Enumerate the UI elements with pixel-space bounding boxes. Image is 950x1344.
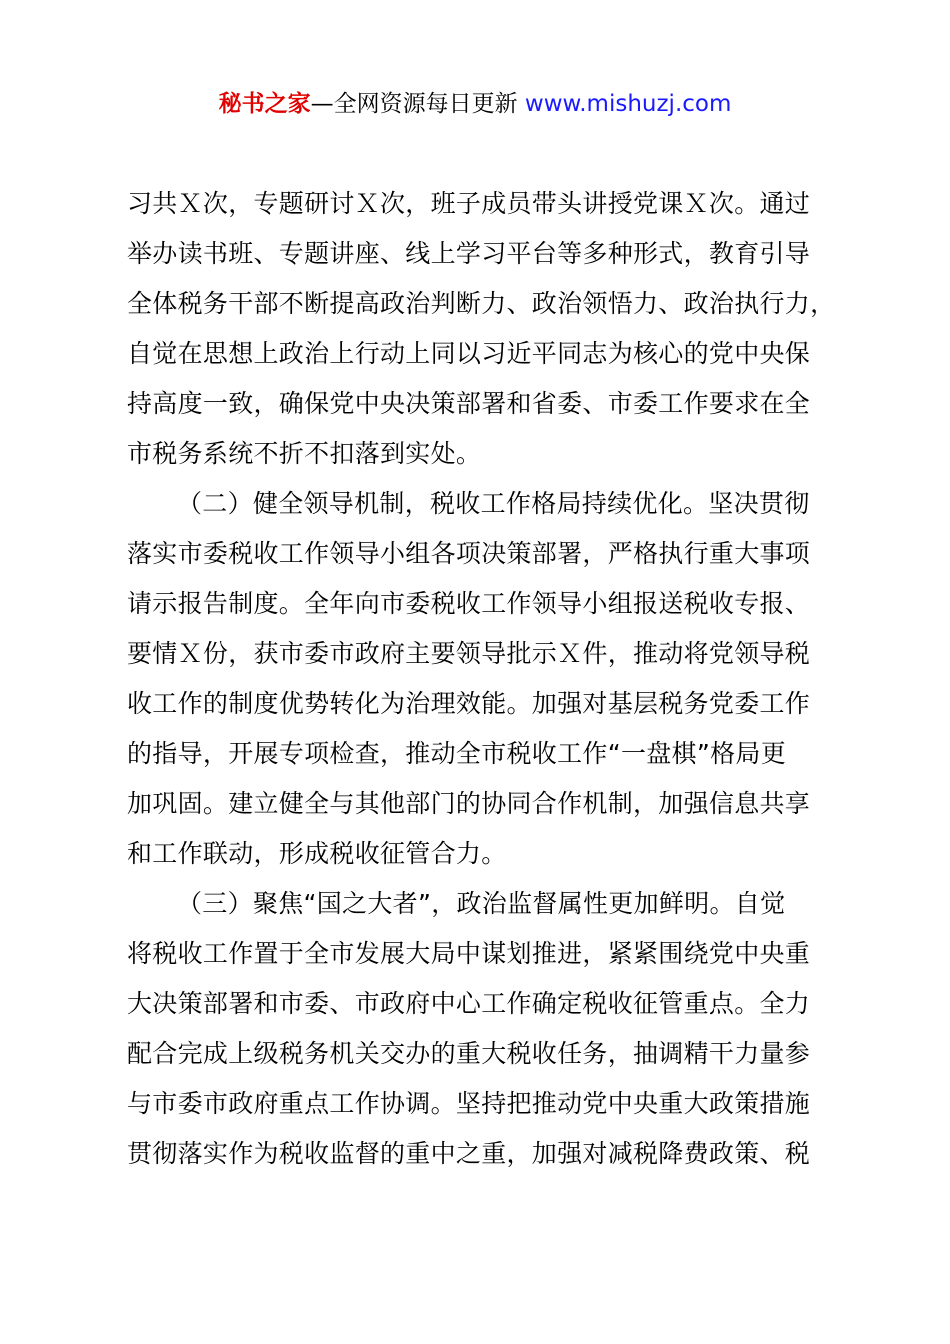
text-line: 和工作联动，形成税收征管合力。 (127, 839, 507, 868)
text-line: 配合完成上级税务机关交办的重大税收任务，抽调精干力量参 (127, 1039, 811, 1068)
document-body (127, 179, 839, 1179)
section-heading-line: （二）健全领导机制，税收工作格局持续优化。坚决贯彻 (177, 489, 810, 518)
text-line: 请示报告制度。全年向市委税收工作领导小组报送税收专报、 (127, 589, 811, 618)
page-header (0, 86, 950, 122)
text-line: 习共Ｘ次，专题研讨Ｘ次，班子成员带头讲授党课Ｘ次。通过 (127, 189, 811, 218)
text-line: 收工作的制度优势转化为治理效能。加强对基层税务党委工作 (127, 689, 811, 718)
text-line: 加巩固。建立健全与其他部门的协同合作机制，加强信息共享 (127, 789, 811, 818)
text-line: 落实市委税收工作领导小组各项决策部署，严格执行重大事项 (127, 539, 811, 568)
text-line: 市税务系统不折不扣落到实处。 (127, 439, 482, 468)
brand-name: 秘书之家 (218, 91, 311, 117)
text-line: 要情Ｘ份，获市委市政府主要领导批示Ｘ件，推动将党领导税 (127, 639, 811, 668)
text-line: 全体税务干部不断提高政治判断力、政治领悟力、政治执行力， (127, 289, 836, 318)
site-url-link[interactable]: www.mishuzj.com (524, 91, 732, 117)
text-line: 贯彻落实作为税收监督的重中之重，加强对减税降费政策、税 (127, 1139, 811, 1168)
text-line: 举办读书班、专题讲座、线上学习平台等多种形式，教育引导 (127, 239, 811, 268)
text-line: 自觉在思想上政治上行动上同以习近平同志为核心的党中央保 (127, 339, 811, 368)
section-heading-line: （三）聚焦“国之大者”，政治监督属性更加鲜明。自觉 (177, 889, 786, 918)
text-line: 的指导，开展专项检查，推动全市税收工作“一盘棋”格局更 (127, 739, 787, 768)
text-line: 持高度一致，确保党中央决策部署和省委、市委工作要求在全 (127, 389, 811, 418)
text-line: 与市委市政府重点工作协调。坚持把推动党中央重大政策措施 (127, 1089, 811, 1118)
text-line: 将税收工作置于全市发展大局中谋划推进，紧紧围绕党中央重 (127, 939, 811, 968)
header-tagline: —全网资源每日更新 (310, 91, 518, 117)
text-line: 大决策部署和市委、市政府中心工作确定税收征管重点。全力 (127, 989, 811, 1018)
